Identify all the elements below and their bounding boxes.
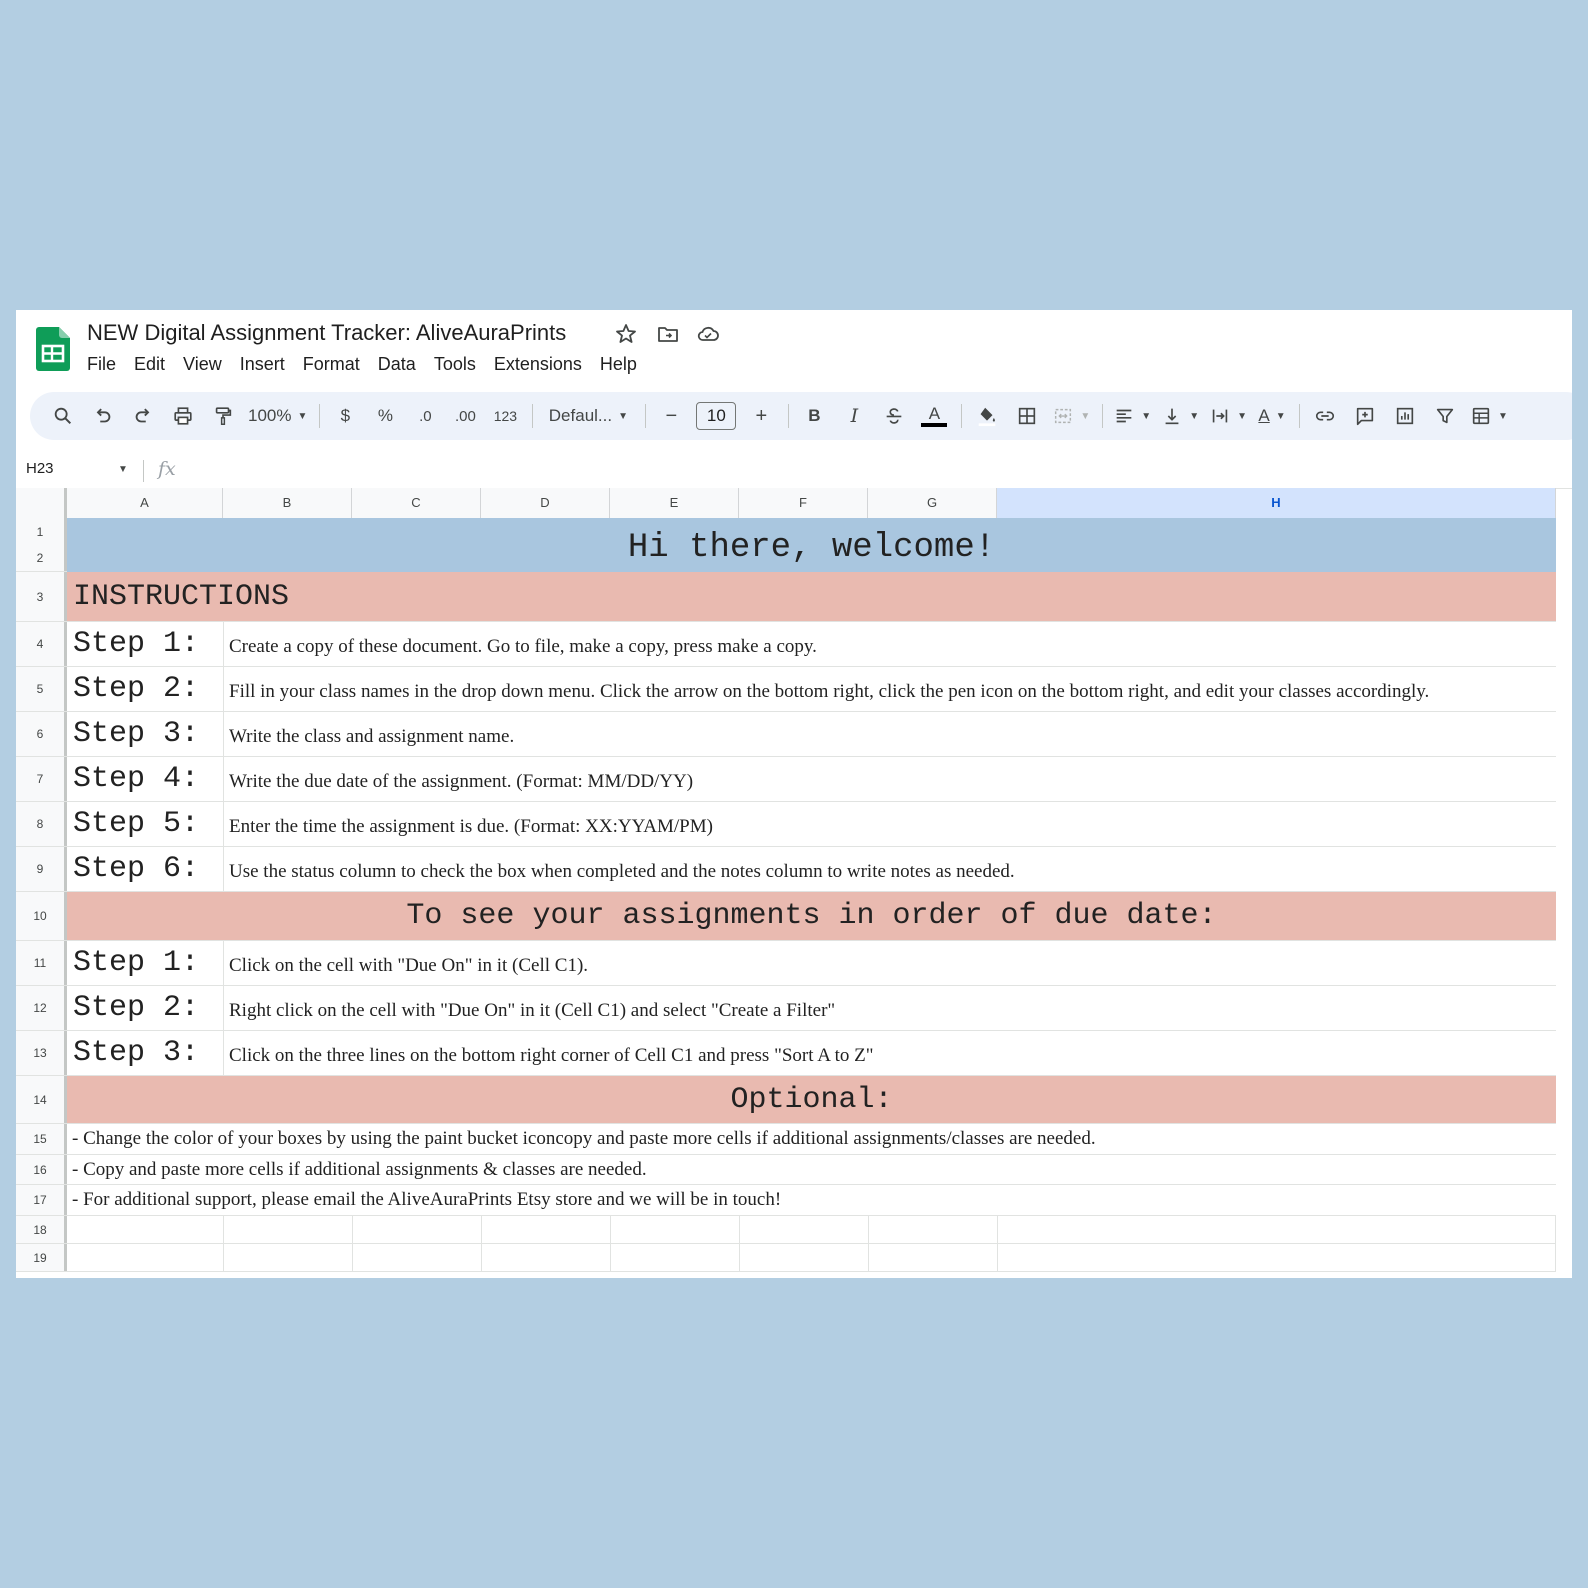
- column-header-g[interactable]: G: [868, 488, 997, 518]
- gridline: [1555, 1216, 1556, 1243]
- table-row: [16, 1216, 1556, 1244]
- gridline: [223, 667, 224, 711]
- minus-icon: −: [665, 404, 678, 427]
- step-label[interactable]: Step 3:: [73, 717, 200, 751]
- strikethrough-icon: [883, 405, 905, 427]
- column-header-a[interactable]: A: [67, 488, 223, 518]
- undo-icon: [92, 405, 114, 427]
- menu-edit[interactable]: Edit: [134, 354, 166, 374]
- text-wrap-icon: [1209, 405, 1231, 427]
- gridline: [223, 622, 224, 666]
- increase-decimal-button[interactable]: [450, 400, 480, 432]
- gridline: [223, 757, 224, 801]
- row-header[interactable]: 14: [16, 1076, 67, 1123]
- merge-cells-icon: [1052, 405, 1074, 427]
- table-icon: [1470, 405, 1492, 427]
- table-row: [16, 622, 1556, 667]
- column-header-b[interactable]: B: [223, 488, 352, 518]
- sort-heading[interactable]: To see your assignments in order of due date:: [67, 892, 1556, 940]
- print-button[interactable]: [168, 400, 198, 432]
- table-row: [16, 941, 1556, 986]
- table-row: [16, 572, 1556, 622]
- zoom-value: 100%: [248, 406, 292, 425]
- optional-note[interactable]: - For additional support, please email the AliveAuraPrints Etsy store and we will be in touch!: [72, 1189, 782, 1210]
- step-label[interactable]: Step 2:: [73, 672, 200, 706]
- row-header[interactable]: 1: [16, 518, 67, 545]
- table-row: [16, 667, 1556, 712]
- number-format-label: 123: [493, 408, 518, 424]
- row-header[interactable]: 11: [16, 941, 67, 985]
- gridline: [223, 1031, 224, 1075]
- row-header[interactable]: 16: [16, 1155, 67, 1184]
- text-color-swatch: [921, 423, 947, 427]
- gridline: [868, 1216, 869, 1243]
- table-row: [16, 986, 1556, 1031]
- table-row: [16, 892, 1556, 941]
- step-text[interactable]: Click on the three lines on the bottom right corner of Cell C1 and press "Sort A to Z": [229, 1045, 874, 1066]
- text-color-button[interactable]: [919, 400, 949, 432]
- column-headers: [16, 488, 1556, 519]
- add-comment-icon: [1354, 405, 1376, 427]
- cloud-saved-icon[interactable]: [696, 322, 720, 346]
- gridline: [352, 1216, 353, 1243]
- step-text[interactable]: Write the due date of the assignment. (Format: MM/DD/YY): [229, 771, 694, 792]
- gridline: [739, 1244, 740, 1271]
- table-row: [16, 712, 1556, 757]
- formula-bar: [16, 454, 1572, 489]
- toolbar-divider: [532, 404, 533, 428]
- step-label[interactable]: Step 1:: [73, 627, 200, 661]
- font-size-input[interactable]: [696, 400, 736, 432]
- paint-bucket-icon: [976, 405, 998, 427]
- chevron-down-icon[interactable]: ▼: [118, 464, 128, 475]
- menu-extensions[interactable]: Extensions: [493, 354, 582, 374]
- redo-button[interactable]: [128, 400, 158, 432]
- row-header[interactable]: 15: [16, 1124, 67, 1154]
- chevron-down-icon: ▼: [618, 410, 628, 422]
- column-header-e[interactable]: E: [610, 488, 739, 518]
- create-filter-button[interactable]: [1430, 400, 1460, 432]
- row-header[interactable]: 19: [16, 1244, 67, 1271]
- formula-divider: [143, 460, 144, 482]
- print-icon: [172, 405, 194, 427]
- step-text[interactable]: Write the class and assignment name.: [229, 726, 515, 747]
- more-formats-button[interactable]: [490, 400, 520, 432]
- table-row: [16, 757, 1556, 802]
- horizontal-align-button[interactable]: [1113, 400, 1151, 432]
- gridline: [223, 1216, 224, 1243]
- decrease-decimal-label: .0: [419, 407, 432, 425]
- step-text[interactable]: Create a copy of these document. Go to file, make a copy, press make a copy.: [229, 636, 817, 657]
- strikethrough-button[interactable]: [879, 400, 909, 432]
- gridline: [997, 1244, 998, 1271]
- font-select[interactable]: [543, 400, 633, 432]
- chart-icon: [1394, 405, 1416, 427]
- table-row: [16, 1155, 1556, 1185]
- gridline: [610, 1244, 611, 1271]
- row-header[interactable]: 2: [16, 545, 67, 571]
- table-row: [16, 1076, 1556, 1124]
- instructions-heading[interactable]: INSTRUCTIONS: [67, 572, 1556, 621]
- optional-note[interactable]: - Copy and paste more cells if additional assignments & classes are needed.: [72, 1158, 647, 1180]
- text-color-icon: A: [928, 404, 941, 423]
- table-row: [16, 1244, 1556, 1272]
- insert-chart-button[interactable]: [1390, 400, 1420, 432]
- toolbar-divider: [961, 404, 962, 428]
- menu-bar: [78, 352, 646, 376]
- row-header[interactable]: 7: [16, 757, 67, 801]
- row-header[interactable]: 3: [16, 572, 67, 621]
- search-icon: [52, 405, 74, 427]
- step-label[interactable]: Step 5:: [73, 807, 200, 841]
- text-rotation-icon: A: [1258, 406, 1270, 425]
- step-label[interactable]: Step 1:: [73, 946, 200, 980]
- menu-view[interactable]: View: [183, 354, 222, 374]
- currency-format-button[interactable]: [330, 400, 360, 432]
- plus-icon: +: [755, 404, 768, 427]
- menu-tools[interactable]: Tools: [433, 354, 476, 374]
- text-rotation-button[interactable]: [1257, 400, 1287, 432]
- table-row: [16, 1124, 1556, 1155]
- step-text[interactable]: Click on the cell with "Due On" in it (Cell C1).: [229, 955, 589, 976]
- menu-help[interactable]: Help: [599, 354, 637, 374]
- toolbar-divider: [319, 404, 320, 428]
- gridline: [481, 1216, 482, 1243]
- currency-label: $: [340, 406, 351, 425]
- row-header[interactable]: 17: [16, 1185, 67, 1215]
- table-row: [16, 1185, 1556, 1216]
- step-text[interactable]: Fill in your class names in the drop down menu. Click the arrow on the bottom right, click the pen icon on the bottom right, and edit your classes accordingly.: [229, 681, 1430, 702]
- fill-color-button[interactable]: [972, 400, 1002, 432]
- step-label[interactable]: Step 2:: [73, 991, 200, 1025]
- gridline: [223, 941, 224, 985]
- toolbar-divider: [788, 404, 789, 428]
- move-folder-icon[interactable]: [656, 322, 680, 346]
- menu-format[interactable]: Format: [302, 354, 360, 374]
- merge-cells-button[interactable]: [1052, 400, 1090, 432]
- table-row: [16, 1031, 1556, 1076]
- step-text[interactable]: Use the status column to check the box when completed and the notes column to write notes as needed.: [229, 861, 1015, 882]
- gridline: [352, 1244, 353, 1271]
- menu-data[interactable]: Data: [377, 354, 416, 374]
- name-box[interactable]: H23: [26, 460, 54, 477]
- step-label[interactable]: Step 6:: [73, 852, 200, 886]
- chevron-down-icon: ▼: [1080, 410, 1091, 422]
- chevron-down-icon: ▼: [297, 410, 308, 422]
- column-header-f[interactable]: F: [739, 488, 868, 518]
- vertical-align-button[interactable]: [1161, 400, 1199, 432]
- toolbar-divider: [1299, 404, 1300, 428]
- paint-format-button[interactable]: [208, 400, 238, 432]
- filter-icon: [1434, 405, 1456, 427]
- chevron-down-icon: ▼: [1141, 410, 1152, 422]
- gridline: [868, 1244, 869, 1271]
- align-bottom-icon: [1161, 405, 1183, 427]
- chevron-down-icon: ▼: [1275, 410, 1286, 422]
- gridline: [610, 1216, 611, 1243]
- row-header[interactable]: 8: [16, 802, 67, 846]
- step-text[interactable]: Enter the time the assignment is due. (Format: XX:YYAM/PM): [229, 816, 713, 837]
- optional-note[interactable]: - Change the color of your boxes by using the paint bucket iconcopy and paste more cells if additional assignments/classes are needed.: [72, 1128, 1096, 1149]
- step-text[interactable]: Right click on the cell with "Due On" in it (Cell C1) and select "Create a Filter": [229, 1000, 836, 1021]
- gridline: [739, 1216, 740, 1243]
- row-header[interactable]: 5: [16, 667, 67, 711]
- decrease-decimal-button[interactable]: [410, 400, 440, 432]
- table-row: [16, 847, 1556, 892]
- borders-icon: [1016, 405, 1038, 427]
- toolbar-divider: [1102, 404, 1103, 428]
- column-header-c[interactable]: C: [352, 488, 481, 518]
- undo-button[interactable]: [88, 400, 118, 432]
- menu-insert[interactable]: Insert: [239, 354, 285, 374]
- gridline: [223, 847, 224, 891]
- gridline: [223, 712, 224, 756]
- percent-label: %: [377, 406, 393, 425]
- link-icon: [1314, 405, 1336, 427]
- font-size-value: 10: [696, 402, 736, 430]
- row-header[interactable]: 4: [16, 622, 67, 666]
- spreadsheet-window: [16, 310, 1572, 1278]
- gridline: [223, 1244, 224, 1271]
- decrease-font-size-button[interactable]: [656, 400, 686, 432]
- column-header-d[interactable]: D: [481, 488, 610, 518]
- chevron-down-icon: ▼: [1237, 410, 1248, 422]
- sheets-logo-icon[interactable]: [36, 327, 70, 371]
- paint-format-icon: [212, 405, 234, 427]
- optional-heading[interactable]: Optional:: [67, 1076, 1556, 1123]
- text-wrapping-button[interactable]: [1209, 400, 1247, 432]
- insert-comment-button[interactable]: [1350, 400, 1380, 432]
- row-header[interactable]: 6: [16, 712, 67, 756]
- row-header[interactable]: 9: [16, 847, 67, 891]
- gridline: [223, 802, 224, 846]
- borders-button[interactable]: [1012, 400, 1042, 432]
- toolbar: [30, 392, 1572, 440]
- row-header[interactable]: 10: [16, 892, 67, 940]
- document-title[interactable]: NEW Digital Assignment Tracker: AliveAuraPrints: [87, 320, 567, 345]
- table-row: [16, 802, 1556, 847]
- gridline: [223, 986, 224, 1030]
- search-menus-button[interactable]: [48, 400, 78, 432]
- increase-decimal-label: .00: [454, 407, 476, 425]
- menu-file[interactable]: File: [87, 354, 117, 374]
- fx-icon: fx: [158, 458, 176, 480]
- table-view-button[interactable]: [1470, 400, 1508, 432]
- toolbar-divider: [645, 404, 646, 428]
- insert-link-button[interactable]: [1310, 400, 1340, 432]
- gridline: [481, 1244, 482, 1271]
- italic-button[interactable]: [839, 400, 869, 432]
- row-header[interactable]: 13: [16, 1031, 67, 1075]
- zoom-select[interactable]: [248, 400, 307, 432]
- increase-font-size-button[interactable]: [746, 400, 776, 432]
- italic-icon: I: [850, 405, 859, 427]
- row-header[interactable]: 18: [16, 1216, 67, 1243]
- gridline: [1555, 1244, 1556, 1271]
- percent-format-button[interactable]: [370, 400, 400, 432]
- star-icon[interactable]: [614, 322, 638, 346]
- bold-icon: B: [808, 406, 821, 425]
- step-label[interactable]: Step 3:: [73, 1036, 200, 1070]
- row-header[interactable]: 12: [16, 986, 67, 1030]
- column-header-h[interactable]: H: [997, 488, 1556, 518]
- step-label[interactable]: Step 4:: [73, 762, 200, 796]
- welcome-banner[interactable]: Hi there, welcome!: [67, 518, 1556, 572]
- redo-icon: [132, 405, 154, 427]
- align-left-icon: [1113, 405, 1135, 427]
- chevron-down-icon: ▼: [1498, 410, 1508, 422]
- gridline: [997, 1216, 998, 1243]
- bold-button[interactable]: [799, 400, 829, 432]
- font-value: Defaul...: [548, 406, 613, 425]
- select-all-corner[interactable]: [16, 488, 67, 518]
- chevron-down-icon: ▼: [1189, 410, 1200, 422]
